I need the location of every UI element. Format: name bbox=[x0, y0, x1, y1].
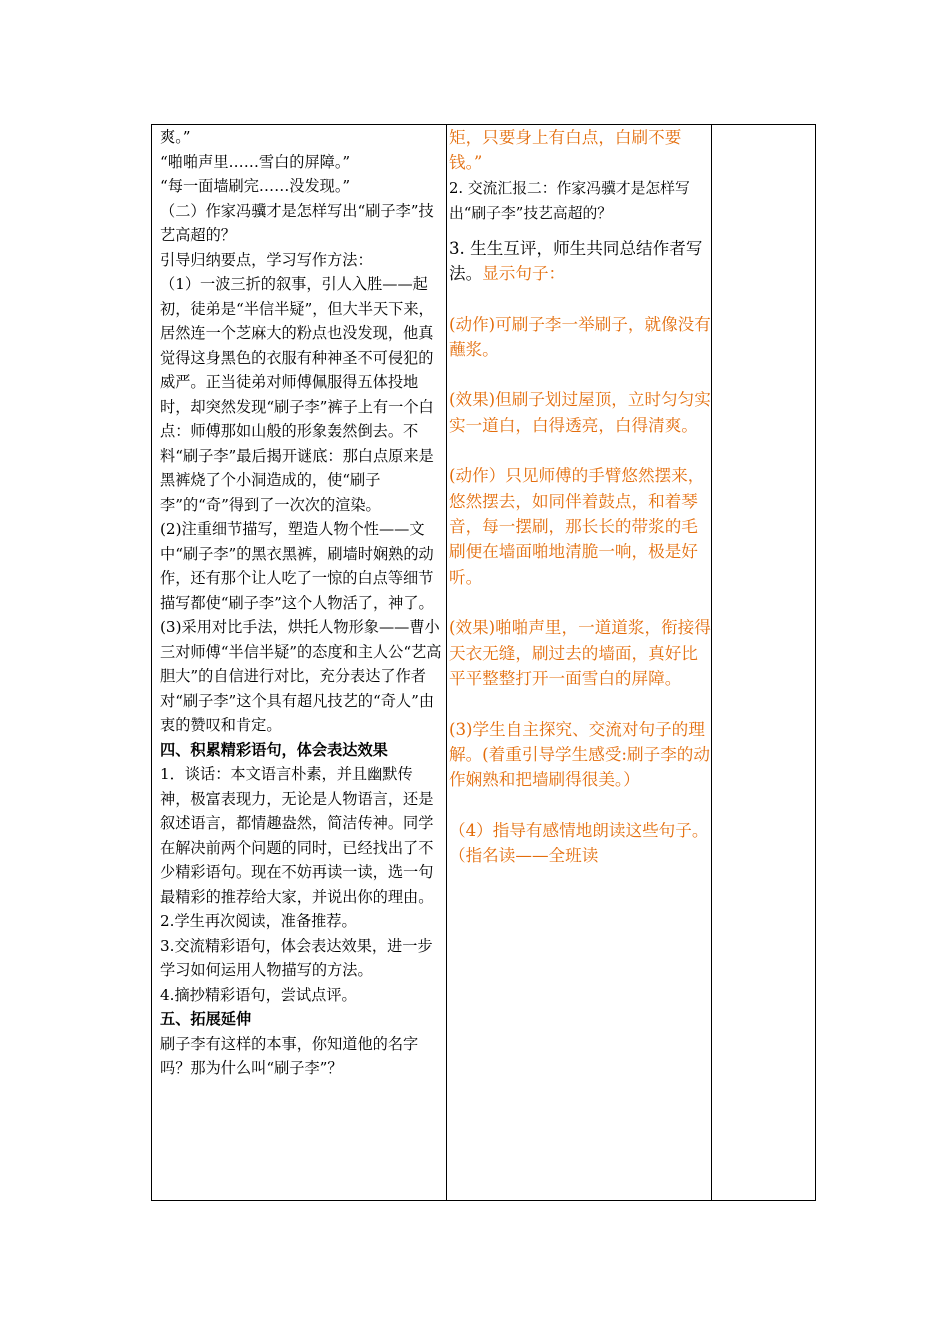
left-paragraph: 4.摘抄精彩语句，尝试点评。 bbox=[160, 985, 357, 1004]
left-paragraph: (2)注重细节描写，塑造人物个性——文中“刷子李”的黑衣黑裤，刷墙时娴熟的动作，还有那个让人吃了一惊的白点等细节描写都使“刷子李”这个人物活了，神了。 bbox=[160, 520, 434, 612]
mid-paragraph-5: (效果)但刷子划过屋顶，立时匀匀实实一道白，白得透亮，白得清爽。 bbox=[449, 390, 711, 435]
column-divider-1 bbox=[446, 125, 447, 1200]
left-paragraph: “啪啪声里……雪白的屏障。” bbox=[160, 152, 351, 171]
left-paragraph: 引导归纳要点，学习写作方法： bbox=[160, 250, 373, 269]
left-paragraph: (3)采用对比手法，烘托人物形象——曹小三对师傅“半信半疑”的态度和主人公“艺高胆大”的自信进行对比，充分表达了作者对“刷子李”这个具有超凡技艺的“奇人”由衷的赞叹和肯定。 bbox=[160, 618, 442, 734]
left-paragraph: 3.交流精彩语句，体会表达效果，进一步学习如何运用人物描写的方法。 bbox=[160, 936, 433, 979]
mid-paragraph-3-main: 3. 生生互评，师生共同总结作者写法。 bbox=[449, 238, 703, 284]
mid-paragraph-9: （4）指导有感情地朗读这些句子。（指名读——全班读 bbox=[449, 820, 709, 866]
mid-paragraph-1: 矩，只要身上有白点，白刷不要钱。” bbox=[449, 128, 682, 173]
mid-paragraph-7: (效果)啪啪声里，一道道浆，衔接得天衣无缝，刷过去的墙面，真好比平平整整打开一面雪白的屏障。 bbox=[449, 618, 711, 689]
mid-paragraph-6: (动作）只见师傅的手臂悠然摆来，悠然摆去，如同伴着鼓点，和着琴音，每一摆刷，那长长的带浆的毛刷便在墙面啪地清脆一响，极是好听。 bbox=[449, 466, 705, 587]
mid-paragraph-4: (动作)可刷子李一举刷子，就像没有蘸浆。 bbox=[449, 314, 711, 360]
left-column bbox=[160, 125, 442, 1081]
left-paragraph: 刷子李有这样的本事，你知道他的名字吗？那为什么叫“刷子李”？ bbox=[160, 1034, 419, 1077]
left-paragraph: （1）一波三折的叙事，引人入胜——起初，徒弟是“半信半疑”，但大半天下来，居然连一个芝麻大的粉点也没发现，他真觉得这身黑色的衣服有种神圣不可侵犯的威严。正当徒弟对师傅佩服得五体投地时，却突然发现“刷子李”裤子上有一个白点：师傅那如山般的形象轰然倒去。不料“刷子李”最后揭开谜底：那白点原来是黑裤烧了个小洞造成的，使“刷子李”的“奇”得到了一次次的渲染。 bbox=[160, 275, 434, 514]
section-heading: 四、积累精彩语句，体会表达效果 bbox=[160, 740, 388, 759]
left-paragraph: （二）作家冯骥才是怎样写出“刷子李”技艺高超的？ bbox=[160, 201, 434, 244]
left-paragraph: 2.学生再次阅读，准备推荐。 bbox=[160, 912, 357, 930]
left-paragraph: 1．谈话：本文语言朴素，并且幽默传神，极富表现力，无论是人物语言，还是叙述语言，都情趣盎然，简洁传神。同学在解决前两个问题的同时，已经找出了不少精彩语句。现在不妨再读一读，选一句最精彩的推荐给大家，并说出你的理由。 bbox=[160, 765, 434, 906]
lesson-table bbox=[151, 124, 816, 1201]
section-heading: 五、拓展延伸 bbox=[160, 1010, 252, 1028]
left-paragraph: 爽。” bbox=[160, 128, 191, 146]
left-paragraph: “每一面墙刷完……没发现。” bbox=[160, 177, 351, 195]
mid-paragraph-8: (3)学生自主探究、交流对句子的理解。(着重引导学生感受:刷子李的动作娴熟和把墙刷得很美。） bbox=[449, 719, 710, 790]
mid-paragraph-3-note: 显示句子： bbox=[482, 264, 566, 284]
mid-paragraph-2: 2. 交流汇报二：作家冯骥才是怎样写出“刷子李”技艺高超的？ bbox=[449, 179, 690, 222]
middle-column bbox=[449, 125, 713, 869]
mid-paragraph-3 bbox=[449, 236, 713, 287]
